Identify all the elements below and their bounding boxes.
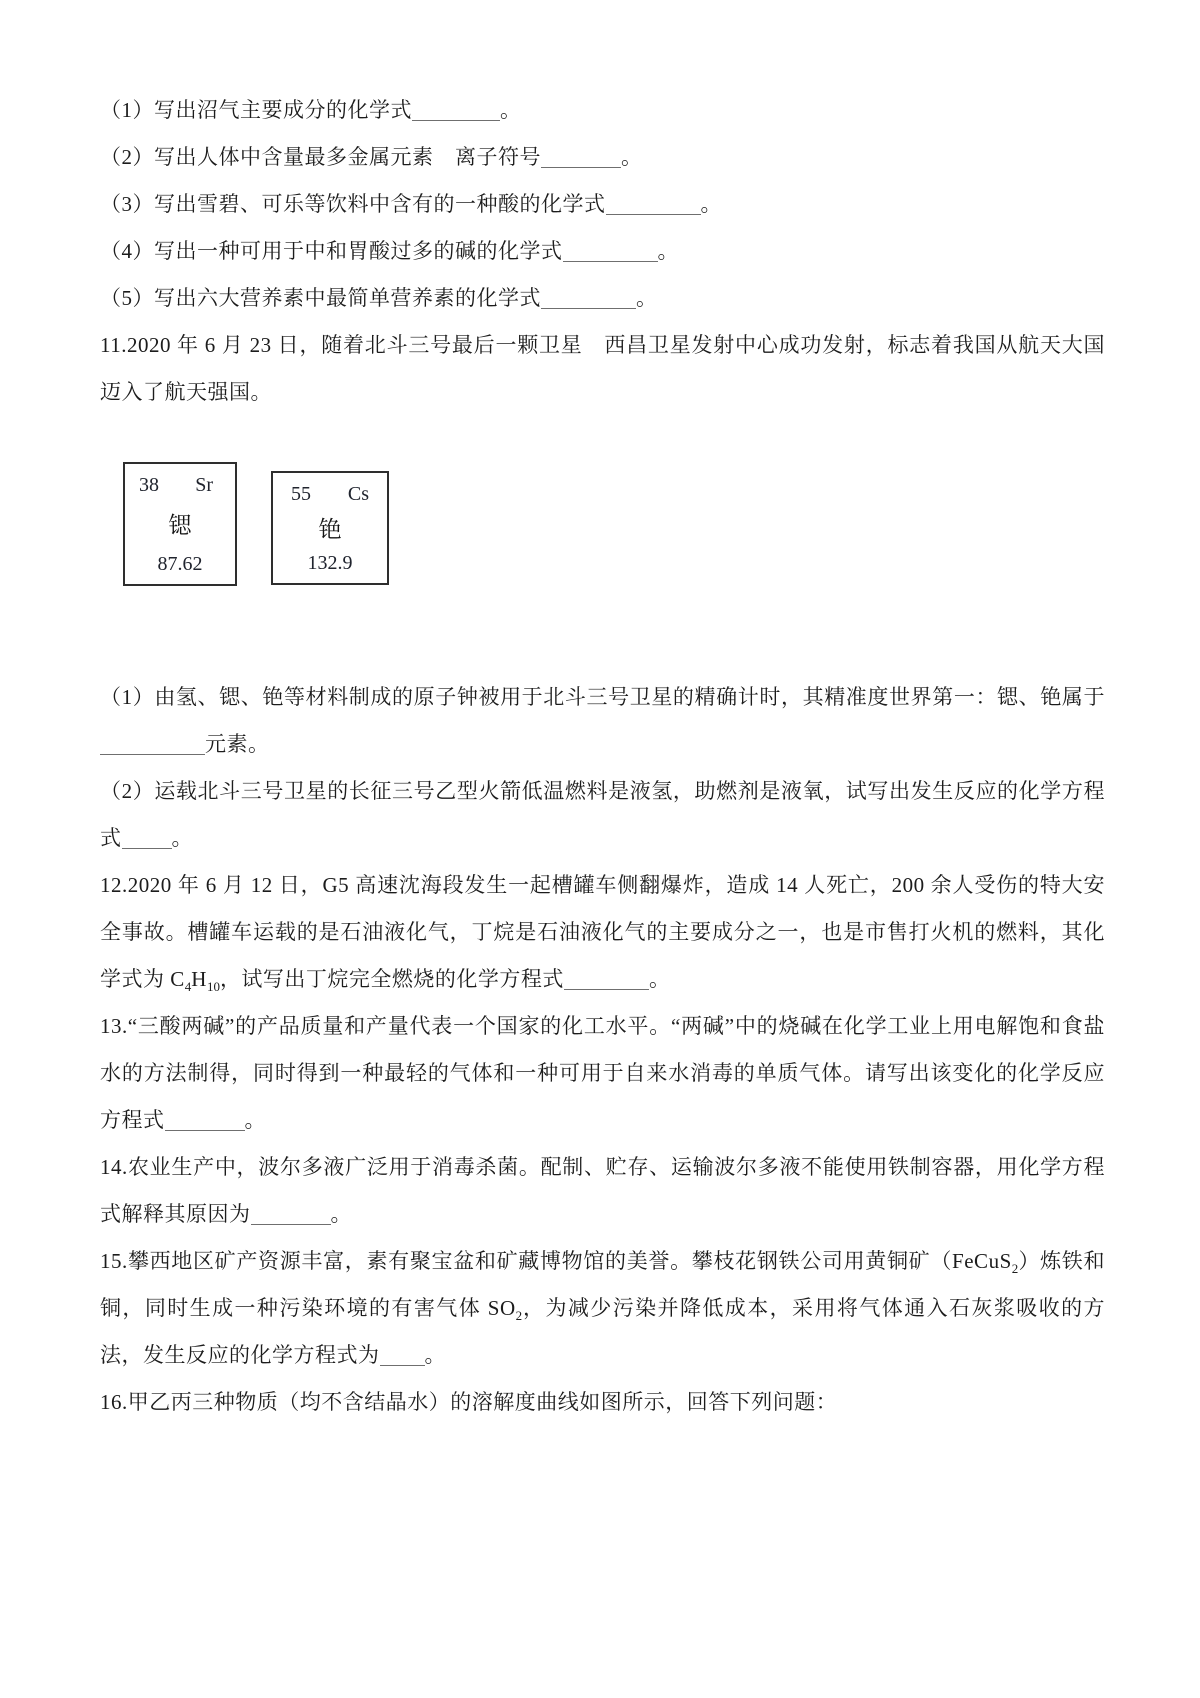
- question-item-5: （5）写出六大营养素中最简单营养素的化学式 。: [100, 286, 658, 310]
- element-symbol: Sr: [195, 474, 213, 496]
- element-symbol: Cs: [347, 483, 369, 505]
- element-name-cn: 铯: [318, 517, 342, 542]
- question-flow-top: [100, 87, 1105, 416]
- atomic-mass: 87.62: [157, 553, 203, 575]
- answer-blank: [251, 1206, 331, 1225]
- question-16: 16.甲乙丙三种物质（均不含结晶水）的溶解度曲线如图所示，回答下列问题：: [100, 1390, 838, 1414]
- atomic-number: 55: [291, 483, 311, 505]
- answer-blank: [165, 1112, 245, 1131]
- answer-blank: [122, 830, 172, 849]
- question-12: 12.2020 年 6 月 12 日，G5 高速沈海段发生一起槽罐车侧翻爆炸，造成 14 人死亡，200 余人受伤的特大安全事故。槽罐车运载的是石油液化气，丁烷是石油液化气的主要成分之一，也是市售打火机的燃料，其化学式为 $C_4H_{10}$，试写出丁烷完全燃烧的化学方程式 。: [100, 873, 1105, 995]
- atomic-number: 38: [139, 474, 159, 496]
- element-name-cn: 锶: [168, 513, 192, 538]
- answer-blank: [564, 971, 649, 990]
- answer-blank: [606, 196, 701, 215]
- question-item-4: （4）写出一种可用于中和胃酸过多的碱的化学式 。: [100, 239, 679, 263]
- answer-blank: [541, 290, 636, 309]
- element-card-cesium: [271, 471, 389, 585]
- question-item-1: （1）写出沼气主要成分的化学式 。: [100, 98, 522, 122]
- answer-blank: [563, 243, 658, 262]
- element-card-strontium: [123, 462, 237, 586]
- question-11-sub-1: （1）由氢、锶、铯等材料制成的原子钟被用于北斗三号卫星的精确计时，其精准度世界第一：锶、铯属于元素。: [100, 685, 1105, 756]
- element-card-header: [135, 474, 225, 497]
- question-11-sub-2: （2）运载北斗三号卫星的长征三号乙型火箭低温燃料是液氢，助燃剂是液氧，试写出发生反应的化学方程式 。: [100, 779, 1105, 850]
- atomic-mass: 132.9: [307, 552, 353, 574]
- question-13: 13.“三酸两碱”的产品质量和产量代表一个国家的化工水平。“两碱”中的烧碱在化学工业上用电解饱和食盐水的方法制得，同时得到一种最轻的气体和一种可用于自来水消毒的单质气体。请写出该变化的化学反应方程式 。: [100, 1014, 1105, 1132]
- question-item-3: （3）写出雪碧、可乐等饮料中含有的一种酸的化学式 。: [100, 192, 722, 216]
- answer-blank: [541, 149, 621, 168]
- question-14: 14.农业生产中，波尔多液广泛用于消毒杀菌。配制、贮存、运输波尔多液不能使用铁制容器，用化学方程式解释其原因为 。: [100, 1155, 1105, 1226]
- answer-blank: [100, 736, 205, 755]
- element-cards-figure: [123, 462, 1105, 586]
- chemical-subscript: 10: [206, 979, 220, 995]
- element-card-header: [283, 483, 377, 506]
- answer-blank: [380, 1347, 425, 1366]
- question-item-2: （2）写出人体中含量最多金属元素 离子符号 。: [100, 145, 643, 169]
- answer-blank: [412, 102, 500, 121]
- question-flow-bottom: [100, 674, 1105, 1426]
- chemical-subscript: 2: [1011, 1261, 1019, 1277]
- chemical-subscript: 4: [184, 979, 192, 995]
- chemical-subscript: 2: [515, 1308, 523, 1324]
- question-11: 11.2020 年 6 月 23 日，随着北斗三号最后一颗卫星 西昌卫星发射中心成功发射，标志着我国从航天大国迈入了航天强国。: [100, 333, 1105, 404]
- question-15: 15.攀西地区矿产资源丰富，素有聚宝盆和矿藏博物馆的美誉。攀枝花钢铁公司用黄铜矿（FeCuS$_2$）炼铁和铜，同时生成一种污染环境的有害气体 $SO_2$，为减少污染并降低成本，采用将气体通入石灰浆吸收的方法，发生反应的化学方程式为 。: [100, 1249, 1105, 1367]
